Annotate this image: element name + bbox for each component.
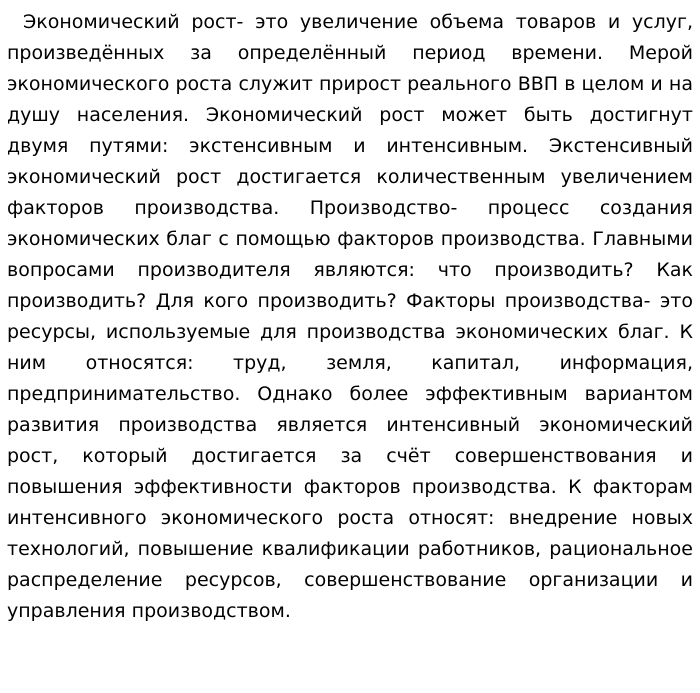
document-page — [7, 0, 693, 627]
body-paragraph: Экономический рост- это увеличение объема товаров и услуг, произведённых за определённый период времени. Мерой экономического роста служит прирост реального ВВП в целом и на душу населения. Экономический рост может быть достигнут двумя путями: экстенсивным и интенсивным. Экстенсивный экономический рост достигается количественным увеличением факторов производства. Производство- процесс создания экономических благ с помощью факторов производства. Главными вопросами производителя являются: что производить? Как производить? Для кого производить? Факторы производства- это ресурсы, используемые для производства экономических благ. К ним относятся: труд, земля, капитал, информация, предпринимательство. Однако более эффективным вариантом развития производства является интенсивный экономический рост, который достигается за счёт совершенствования и повышения эффективности факторов производства. К факторам интенсивного экономического роста относят: внедрение новых технологий, повышение квалификации работников, рациональное распределение ресурсов, совершенствование организации и управления производством. — [7, 11, 693, 622]
